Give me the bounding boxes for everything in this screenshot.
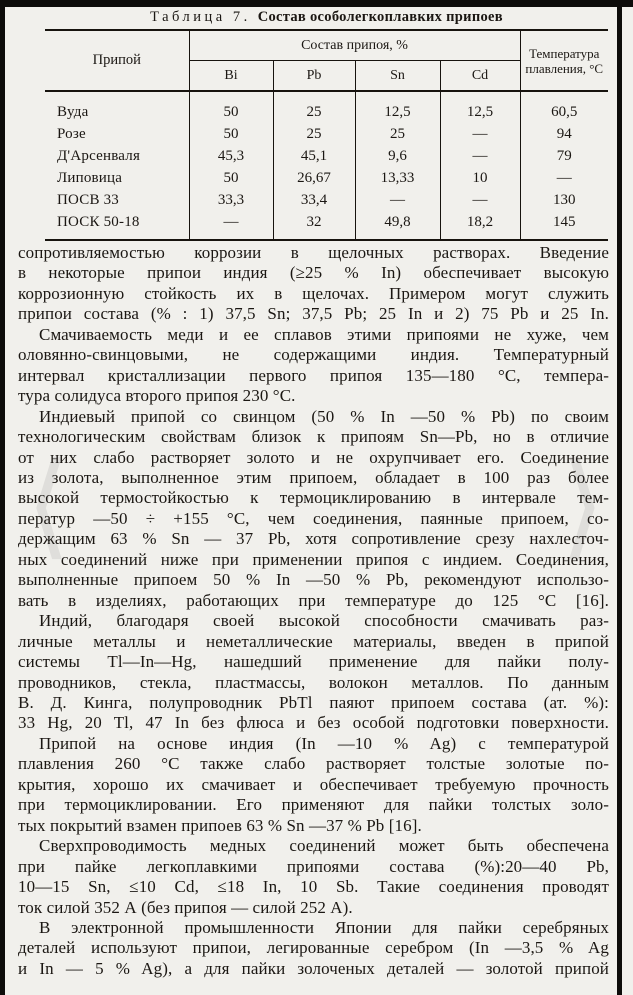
text-line: В электронной промышленности Японии для пайки серебряных xyxy=(39,917,609,937)
paragraph xyxy=(18,407,609,612)
header-melting-temp: Температура плавления, °С xyxy=(520,30,608,91)
table-row xyxy=(45,189,608,211)
value-cell: 10 xyxy=(440,167,520,189)
text-line: крытия, хорошо их смачивает и обеспечивает требуемую прочность xyxy=(18,774,609,794)
table-row xyxy=(45,123,608,145)
text-line: 33 Hg, 20 Tl, 47 In без флюса и без особой подготовки поверхности. xyxy=(18,713,609,733)
header-component-cd: Cd xyxy=(440,61,520,92)
text-line: при термоциклировании. Его применяют для пайки толстых золо- xyxy=(18,795,609,815)
scan-border-left xyxy=(0,0,5,995)
solder-name-cell: Розе xyxy=(57,125,86,142)
text-line: держащим 63 % Sn — 37 Pb, хотя сопротивление срезу нахлесточ- xyxy=(18,529,609,549)
text-line: системы Tl—In—Hg, нашедший применение для пайки полу- xyxy=(18,652,609,672)
body-text xyxy=(18,243,609,979)
value-cell: 32 xyxy=(273,211,355,240)
scan-border-top xyxy=(0,0,633,7)
text-line: сопротивляемостью коррозии в щелочных растворах. Введение xyxy=(18,243,609,262)
value-cell: — xyxy=(440,145,520,167)
value-cell: 18,2 xyxy=(440,211,520,240)
text-line: припои состава (% : 1) 37,5 Sn; 37,5 Pb; 25 In и 2) 75 Pb и 25 In. xyxy=(18,304,609,324)
paragraph xyxy=(18,918,609,979)
text-line: тых покрытий взамен припоев 63 % Sn —37 % Pb [16]. xyxy=(18,815,422,835)
solder-name-cell: Липовица xyxy=(57,169,123,186)
text-line: тура солидуса второго припоя 230 °С. xyxy=(18,386,296,406)
table-number: Таблица 7. xyxy=(150,9,251,25)
value-cell: 50 xyxy=(189,123,273,145)
watermark-chevron-left-icon: ⟨ xyxy=(26,438,71,572)
header-component-sn: Sn xyxy=(355,61,440,92)
text-line: ток силой 352 А (без припоя — силой 252 А). xyxy=(18,897,353,917)
value-cell: — xyxy=(355,189,440,211)
text-line: Индиевый припой со свинцом (50 % In —50 % Pb) по своим xyxy=(39,406,609,426)
value-cell: 33,4 xyxy=(273,189,355,211)
table-row xyxy=(45,145,608,167)
value-cell: 45,1 xyxy=(273,145,355,167)
text-line: и In — 5 % Ag), а для пайки золоченых деталей — золотой припой xyxy=(18,958,609,978)
value-cell: — xyxy=(520,167,608,189)
text-line: плавления 260 °С также слабо растворяет толстые золотые по- xyxy=(18,754,609,774)
text-line: личные металлы и неметаллические материалы, введен в припой xyxy=(18,631,609,651)
text-line: при пайке легкоплавкими припоями состава (%):20—40 Pb, xyxy=(18,856,609,876)
text-line: Сверхпроводимость медных соединений может быть обеспечена xyxy=(39,836,609,856)
value-cell: 12,5 xyxy=(440,91,520,123)
value-cell: 45,3 xyxy=(189,145,273,167)
table-row xyxy=(45,91,608,123)
solder-name-cell: Вуда xyxy=(57,103,89,120)
text-line: вать в изделиях, работающих при температуре до 125 °С [16]. xyxy=(18,590,609,610)
table-row xyxy=(45,211,608,240)
value-cell: 49,8 xyxy=(355,211,440,240)
value-cell: — xyxy=(189,211,273,240)
text-line: ных соединений ниже при применении припоя с индием. Соединения, xyxy=(18,549,609,569)
value-cell: 25 xyxy=(355,123,440,145)
value-cell: 50 xyxy=(189,167,273,189)
text-line: ператур —50 ÷ +155 °С, чем соединения, паянные припоем, со- xyxy=(18,508,609,528)
value-cell: 26,67 xyxy=(273,167,355,189)
solder-table xyxy=(45,29,608,241)
header-composition: Состав припоя, % xyxy=(189,30,520,61)
table-title: Состав особолегкоплавких припоев xyxy=(257,9,503,25)
value-cell: 130 xyxy=(520,189,608,211)
text-line: технологическим свойствам близок к припоям Sn—Pb, но в отличие xyxy=(18,427,609,447)
value-cell: 13,33 xyxy=(355,167,440,189)
solder-name-cell: ПОСК 50-18 xyxy=(45,211,189,240)
watermark-chevron-right-icon: ⟩ xyxy=(560,438,605,572)
paragraph xyxy=(18,325,609,407)
text-line: коррозионную стойкость их в щелочах. Примером могут служить xyxy=(18,283,609,303)
value-cell: 33,3 xyxy=(189,189,273,211)
text-line: 10—15 Sn, ≤10 Cd, ≤18 In, 10 Sb. Такие соединения проводят xyxy=(18,877,609,897)
value-cell: 50 xyxy=(189,91,273,123)
text-line: Индий, благодаря своей высокой способности смачивать раз- xyxy=(39,611,609,631)
value-cell: 79 xyxy=(520,145,608,167)
paragraph xyxy=(18,734,609,836)
value-cell: 25 xyxy=(273,123,355,145)
paragraph xyxy=(18,836,609,918)
text-line: Припой на основе индия (In —10 % Ag) с температурой xyxy=(39,733,609,753)
text-line: В. Д. Кинга, полупроводник PbTl паяют припоем состава (ат. %): xyxy=(18,692,609,712)
table-row xyxy=(45,167,608,189)
header-component-pb: Pb xyxy=(273,61,355,92)
text-line: от них слабо растворяет золото и не охрупчивает его. Соединение xyxy=(18,447,609,467)
value-cell: 94 xyxy=(520,123,608,145)
paragraph xyxy=(18,611,609,734)
value-cell: 12,5 xyxy=(355,91,440,123)
value-cell: 25 xyxy=(273,91,355,123)
value-cell: — xyxy=(440,123,520,145)
text-line: выполненные припоем 50 % In —50 % Pb, рекомендуют использо- xyxy=(18,570,609,590)
text-line: оловянно-свинцовыми, не содержащими индия. Температурный xyxy=(18,345,609,365)
table-header-row-top xyxy=(45,30,608,61)
text-line: интервал кристаллизации первого припоя 135—180 °С, темпера- xyxy=(18,365,609,385)
text-line: Смачиваемость меди и ее сплавов этими припоями не хуже, чем xyxy=(39,324,609,344)
value-cell: 145 xyxy=(520,211,608,240)
header-component-bi: Bi xyxy=(189,61,273,92)
text-line: деталей используют припои, легированные серебром (In —3,5 % Ag xyxy=(18,938,609,958)
header-solder-column: Припой xyxy=(45,30,189,91)
value-cell: 9,6 xyxy=(355,145,440,167)
text-line: из золота, выполненное этим припоем, обладает в 100 раз более xyxy=(18,467,609,487)
value-cell: 60,5 xyxy=(520,91,608,123)
text-line: проводников, стекла, пластмассы, волокон металлов. По данным xyxy=(18,672,609,692)
solder-name-cell: ПОСВ 33 xyxy=(57,191,120,208)
scan-border-right xyxy=(617,0,622,995)
paragraph xyxy=(18,243,609,325)
text-line: в некоторые припои индия (≥25 % In) обеспечивает высокую xyxy=(18,263,609,283)
text-line: высокой термостойкостью к термоциклированию в интервале тем- xyxy=(18,488,609,508)
solder-name-cell: Д'Арсенваля xyxy=(57,147,141,164)
solder-table-body xyxy=(45,91,608,240)
table-caption xyxy=(45,9,608,26)
value-cell: — xyxy=(440,189,520,211)
